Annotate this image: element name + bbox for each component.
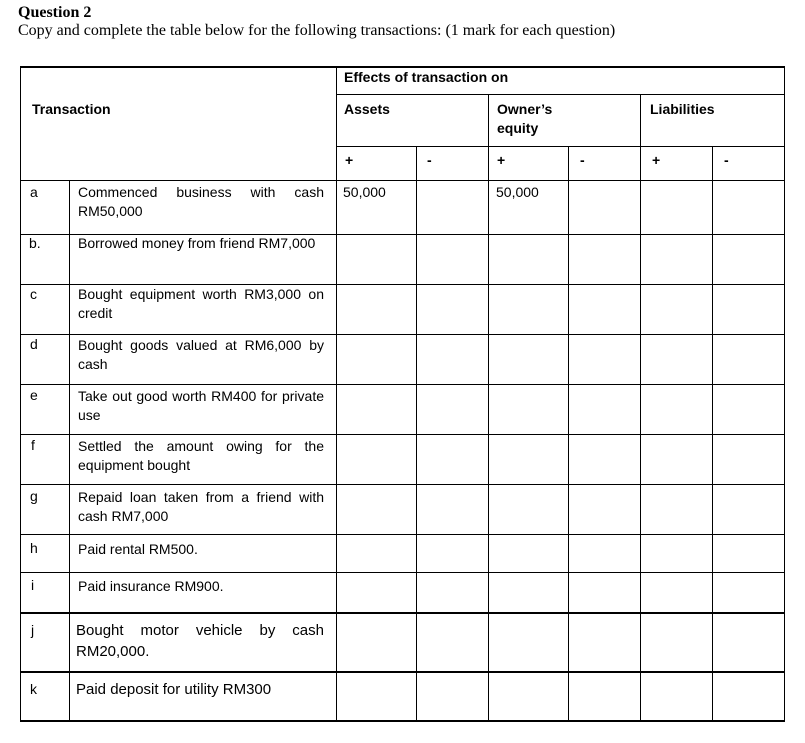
equity-plus-value: 50,000 [496, 184, 539, 200]
transaction-text: Repaid loan taken from a friend with cash RM7,000 [78, 489, 324, 524]
grid-line [20, 334, 785, 335]
grid-line [640, 94, 641, 722]
question-instruction: Copy and complete the table below for the following transactions: (1 mark for each question) [18, 22, 616, 39]
row-label: a [30, 184, 38, 200]
assets-minus-header: - [427, 152, 432, 168]
equity-minus-header: - [580, 152, 585, 168]
liabilities-plus-header: + [652, 152, 661, 168]
transaction-text: Borrowed money from friend RM7,000 [78, 235, 316, 251]
grid-line [69, 180, 70, 722]
grid-line [20, 572, 785, 573]
equity-plus-header: + [497, 152, 506, 168]
grid-line [20, 434, 785, 435]
header-transaction: Transaction [32, 101, 111, 117]
transaction-text: Paid rental RM500. [78, 541, 198, 557]
grid-line [20, 720, 785, 722]
grid-line [20, 671, 785, 673]
transaction-text: Bought goods valued at RM6,000 by cash [78, 337, 324, 372]
transaction-text: Commenced business with cash RM50,000 [78, 184, 324, 219]
header-owners-equity: Owner’s equity [497, 101, 553, 136]
grid-line [20, 484, 785, 485]
transaction-text: Paid deposit for utility RM300 [76, 681, 272, 698]
row-label: b. [29, 235, 41, 251]
assets-plus-value: 50,000 [343, 184, 386, 200]
row-label: f [31, 437, 35, 453]
row-label: d [30, 336, 38, 352]
row-label: k [30, 681, 37, 697]
question-title: Question 2 [18, 4, 92, 21]
header-liabilities: Liabilities [650, 101, 715, 117]
grid-line [336, 146, 785, 147]
grid-line [20, 612, 785, 614]
grid-line [20, 384, 785, 385]
row-label: g [30, 488, 38, 504]
row-label: i [31, 577, 35, 593]
grid-line [336, 66, 337, 722]
liabilities-minus-header: - [724, 152, 729, 168]
grid-line [336, 94, 785, 95]
grid-line [712, 146, 713, 722]
transaction-text: Bought motor vehicle by cash RM20,000. [76, 622, 324, 660]
transaction-text: Take out good worth RM400 for private use [78, 388, 324, 423]
header-effects: Effects of transaction on [344, 69, 509, 85]
header-assets: Assets [344, 101, 390, 117]
grid-line [568, 146, 569, 722]
transaction-text: Paid insurance RM900. [78, 578, 224, 594]
grid-line [488, 94, 489, 722]
grid-line [784, 66, 785, 722]
row-label: h [30, 540, 38, 556]
row-label: j [31, 622, 35, 638]
grid-line [20, 534, 785, 535]
grid-line [20, 66, 21, 722]
assets-plus-header: + [345, 152, 354, 168]
transaction-text: Bought equipment worth RM3,000 on credit [78, 286, 324, 321]
grid-line [416, 146, 417, 722]
grid-line [20, 180, 785, 181]
row-label: c [30, 286, 37, 302]
transaction-text: Settled the amount owing for the equipment bought [78, 438, 324, 473]
row-label: e [30, 387, 38, 403]
